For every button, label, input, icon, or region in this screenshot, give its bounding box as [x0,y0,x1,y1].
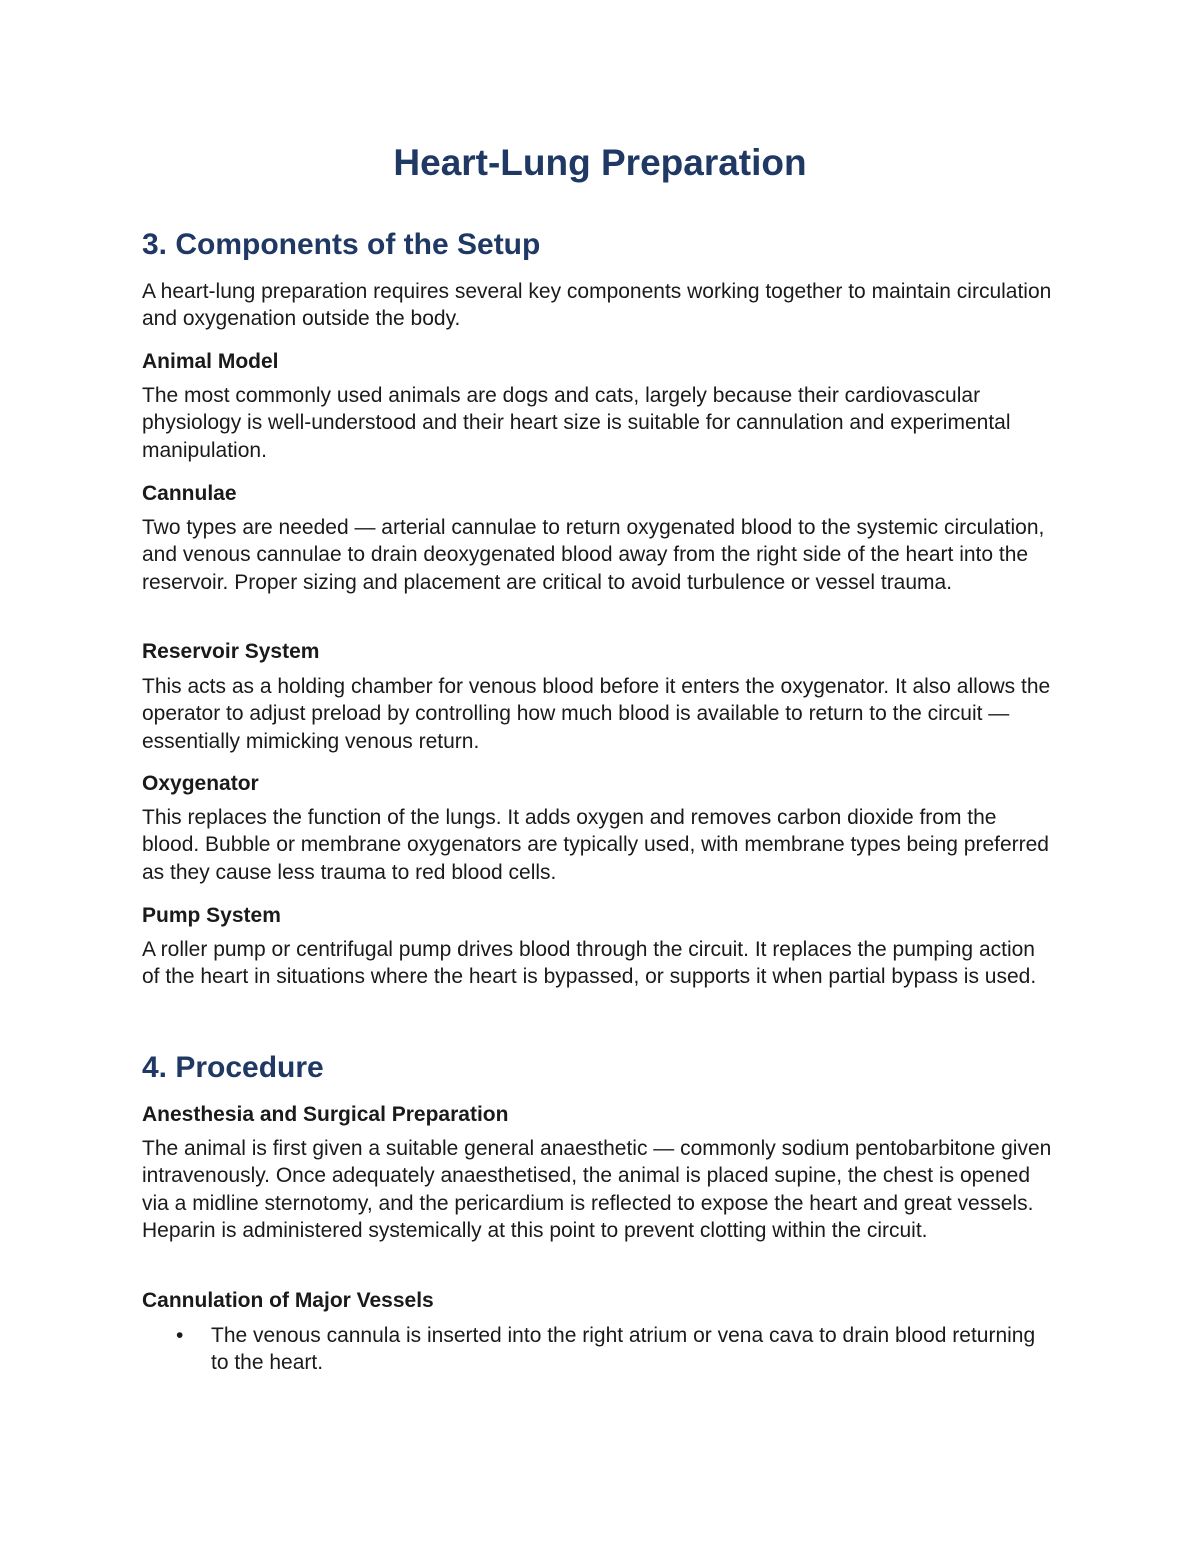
section-heading-components: 3. Components of the Setup [142,228,541,261]
components-intro-paragraph: A heart-lung preparation requires several key components working together to maintain circulation and oxygenation outside the body. [142,280,1052,331]
anesthesia-paragraph: The animal is first given a suitable general anaesthetic — commonly sodium pentobarbitone given intravenously. Once adequately anaesthetised, the animal is placed supine, the chest is opened via a midline sternotomy, and the pericardium is reflected to expose the heart and great vessels. Heparin is administered systemically at this point to prevent clotting within the circuit. [142,1137,1052,1242]
subheading-reservoir-system: Reservoir System [142,640,320,663]
reservoir-paragraph: This acts as a holding chamber for venous blood before it enters the oxygenator. It also allows the operator to adjust preload by controlling how much blood is available to return to the circuit — essentially mimicking venous return. [142,675,1051,753]
cannulae-paragraph: Two types are needed — arterial cannulae to return oxygenated blood to the systemic circulation, and venous cannulae to drain deoxygenated blood away from the right side of the heart into the reservoir. Proper sizing and placement are critical to avoid turbulence or vessel trauma. [142,516,1045,594]
list-item [142,1322,1054,1377]
subheading-cannulae: Cannulae [142,482,237,505]
subheading-oxygenator: Oxygenator [142,772,259,795]
animal-model-paragraph: The most commonly used animals are dogs and cats, largely because their cardiovascular physiology is well-understood and their heart size is suitable for cannulation and experimental manipulation. [142,384,1011,462]
bullet-text: The venous cannula is inserted into the right atrium or vena cava to drain blood returning to the heart. [211,1324,1036,1375]
subheading-animal-model: Animal Model [142,350,279,373]
section-heading-procedure: 4. Procedure [142,1051,324,1084]
oxygenator-paragraph: This replaces the function of the lungs. It adds oxygen and removes carbon dioxide from the blood. Bubble or membrane oxygenators are typically used, with membrane types being preferred as they cause less trauma to red blood cells. [142,806,1049,884]
subheading-anesthesia: Anesthesia and Surgical Preparation [142,1103,509,1126]
cannulation-bullet-list [142,1322,1054,1377]
subheading-cannulation: Cannulation of Major Vessels [142,1289,434,1312]
subheading-pump-system: Pump System [142,904,281,927]
pump-paragraph: A roller pump or centrifugal pump drives blood through the circuit. It replaces the pumping action of the heart in situations where the heart is bypassed, or supports it when partial bypass is used. [142,938,1037,989]
document-title: Heart-Lung Preparation [393,142,807,183]
bullet-icon: • [176,1324,184,1347]
